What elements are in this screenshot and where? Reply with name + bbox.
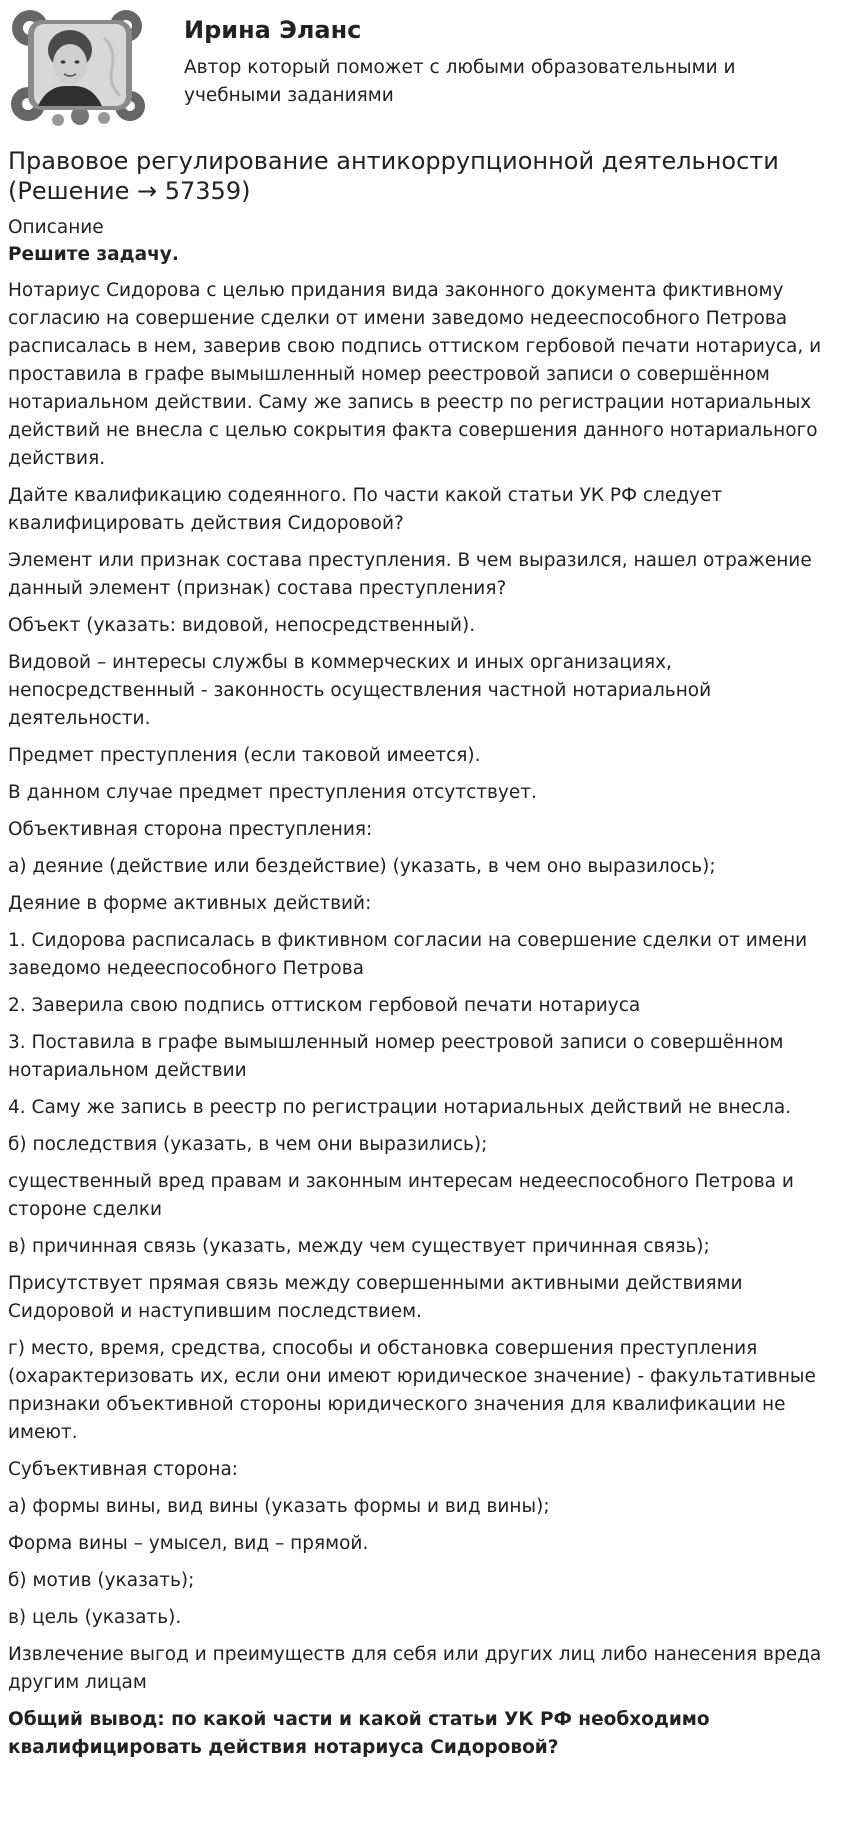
circumstances-text: г) место, время, средства, способы и обстановка совершения преступления (охарактеризовать их, если они имеют юридическое значение) - факультативные признаки объективной стороны юридического значения для квалификации не имеют. [8,1338,816,1443]
causation-answer: Присутствует прямая связь между совершенными активными действиями Сидоровой и наступившим последствием. [8,1273,743,1322]
act-item-2: 2. Заверила свою подпись оттиском гербовой печати нотариуса [8,995,641,1016]
guilt-answer: Форма вины – умысел, вид – прямой. [8,1533,369,1554]
goal-answer: Извлечение выгод и преимуществ для себя или других лиц либо нанесения вреда другим лицам [8,1644,822,1693]
author-avatar[interactable] [8,8,150,126]
question-qualification: Дайте квалификацию содеянного. По части какой статьи УК РФ следует квалифицировать действия Сидоровой? [8,485,723,534]
author-header [8,8,839,128]
object-heading: Объект (указать: видовой, непосредственный). [8,615,476,636]
object-answer: Видовой – интересы службы в коммерческих и иных организациях, непосредственный - законность осуществления частной нотариальной деятельности. [8,652,712,729]
subject-matter-heading: Предмет преступления (если таковой имеется). [8,745,481,766]
document-content [8,146,839,1771]
description-label: Описание [8,217,104,238]
consequences-heading: б) последствия (указать, в чем они выразились); [8,1134,488,1155]
act-form: Деяние в форме активных действий: [8,893,372,914]
author-name[interactable]: Ирина Эланс [184,16,362,44]
act-item-4: 4. Саму же запись в реестр по регистрации нотариальных действий не внесла. [8,1097,792,1118]
act-item-3: 3. Поставила в графе вымышленный номер реестровой записи о совершённом нотариальном действии [8,1032,784,1081]
act-heading: а) деяние (действие или бездействие) (указать, в чем оно выразилось); [8,856,716,877]
document-title: Правовое регулирование антикоррупционной деятельности (Решение → 57359) [8,147,779,205]
causation-heading: в) причинная связь (указать, между чем существует причинная связь); [8,1236,710,1257]
question-element: Элемент или признак состава преступления. В чем выразился, нашел отражение данный элемент (признак) состава преступления? [8,550,812,599]
consequences-answer: существенный вред правам и законным интересам недееспособного Петрова и стороне сделки [8,1171,794,1220]
act-item-1: 1. Сидорова расписалась в фиктивном согласии на совершение сделки от имени заведомо недееспособного Петрова [8,930,808,979]
author-description: Автор который поможет с любыми образовательными и учебными заданиями [184,57,736,106]
goal-heading: в) цель (указать). [8,1607,182,1628]
conclusion-text: Общий вывод: по какой части и какой статьи УК РФ необходимо квалифицировать действия нотариуса Сидоровой? [8,1709,710,1758]
objective-side-heading: Объективная сторона преступления: [8,819,373,840]
motive-heading: б) мотив (указать); [8,1570,195,1591]
task-text: Нотариус Сидорова с целью придания вида законного документа фиктивному согласию на совершение сделки от имени заведомо недееспособного Петрова расписалась в нем, заверив свою подпись оттиском гербовой печати нотариуса, и проставила в графе вымышленный номер реестровой записи о совершённом нотариальном действии. Саму же запись в реестр по регистрации нотариальных действий не внесла с целью сокрытия факта совершения данного нотариального действия. [8,280,822,469]
guilt-heading: а) формы вины, вид вины (указать формы и вид вины); [8,1496,550,1517]
subjective-side-heading: Субъективная сторона: [8,1459,239,1480]
subject-matter-answer: В данном случае предмет преступления отсутствует. [8,782,537,803]
task-label: Решите задачу. [8,244,179,265]
